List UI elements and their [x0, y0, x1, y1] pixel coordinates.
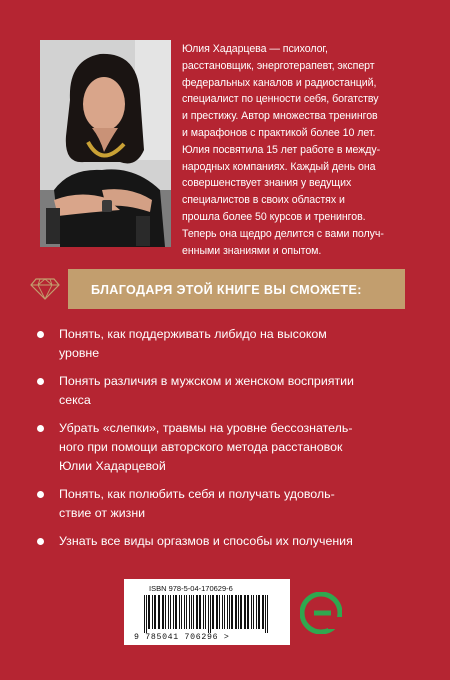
list-item	[37, 372, 417, 409]
publisher-logo-icon	[300, 592, 342, 639]
bullet-icon	[37, 425, 44, 432]
bio-line: и престижу. Автор множества тренингов	[182, 110, 378, 123]
benefit-line: Понять, как поддерживать либидо на высоком	[59, 327, 327, 341]
bullet-icon	[37, 331, 44, 338]
list-item	[37, 532, 417, 551]
benefit-line: секса	[59, 392, 91, 407]
benefit-line: Убрать «слепки», травмы на уровне бессознатель-	[59, 421, 353, 436]
author-bio	[182, 41, 418, 259]
bio-line: прошла более 50 курсов и тренингов.	[182, 210, 366, 223]
list-item	[37, 325, 417, 362]
benefits-list	[37, 325, 417, 561]
bio-line: и марафонов с практикой более 10 лет.	[182, 126, 376, 139]
barcode-icon	[140, 595, 282, 633]
bio-line: федеральных каналов и радиостанций,	[182, 76, 377, 89]
bio-line: Юлия посвятила 15 лет работе в между-	[182, 143, 381, 156]
barcode-number: 9 785041 706296 >	[134, 633, 230, 642]
benefit-line: ного при помощи авторского метода расстановок	[59, 439, 343, 454]
author-photo	[40, 40, 171, 247]
bio-line: специалистов в своих областях и	[182, 194, 345, 207]
bullet-icon	[37, 491, 44, 498]
benefit-line: Юлии Хадарцевой	[59, 458, 166, 473]
bio-line: енными знаниями и опытом.	[182, 244, 322, 257]
bio-line: расстановщик, энерготерапевт, эксперт	[182, 59, 375, 72]
bio-line: народных компаниях. Каждый день она	[182, 160, 376, 173]
benefit-line: уровне	[59, 345, 100, 360]
bio-line: специалист по ценности себя, богатству	[182, 93, 379, 106]
list-item	[37, 419, 417, 475]
benefit-line: Понять различия в мужском и женском восприятии	[59, 374, 354, 389]
isbn-text: ISBN 978-5-04-170629-6	[149, 584, 233, 593]
bullet-icon	[37, 538, 44, 545]
bio-line: Теперь она щедро делится с вами получ-	[182, 227, 384, 240]
benefit-line: Понять, как полюбить себя и получать удоволь-	[59, 487, 335, 502]
banner-title: БЛАГОДАРЯ ЭТОЙ КНИГЕ ВЫ СМОЖЕТЕ:	[91, 283, 362, 297]
bio-line: совершенствует знания у ведущих	[182, 177, 352, 190]
benefit-line: ствие от жизни	[59, 505, 146, 520]
benefit-line: Узнать все виды оргазмов и способы их получения	[59, 534, 353, 549]
bullet-icon	[37, 378, 44, 385]
author-portrait-illustration	[40, 40, 171, 247]
list-item	[37, 485, 417, 522]
diamond-icon	[22, 269, 68, 309]
bio-line: Юлия Хадарцева — психолог,	[182, 43, 328, 55]
